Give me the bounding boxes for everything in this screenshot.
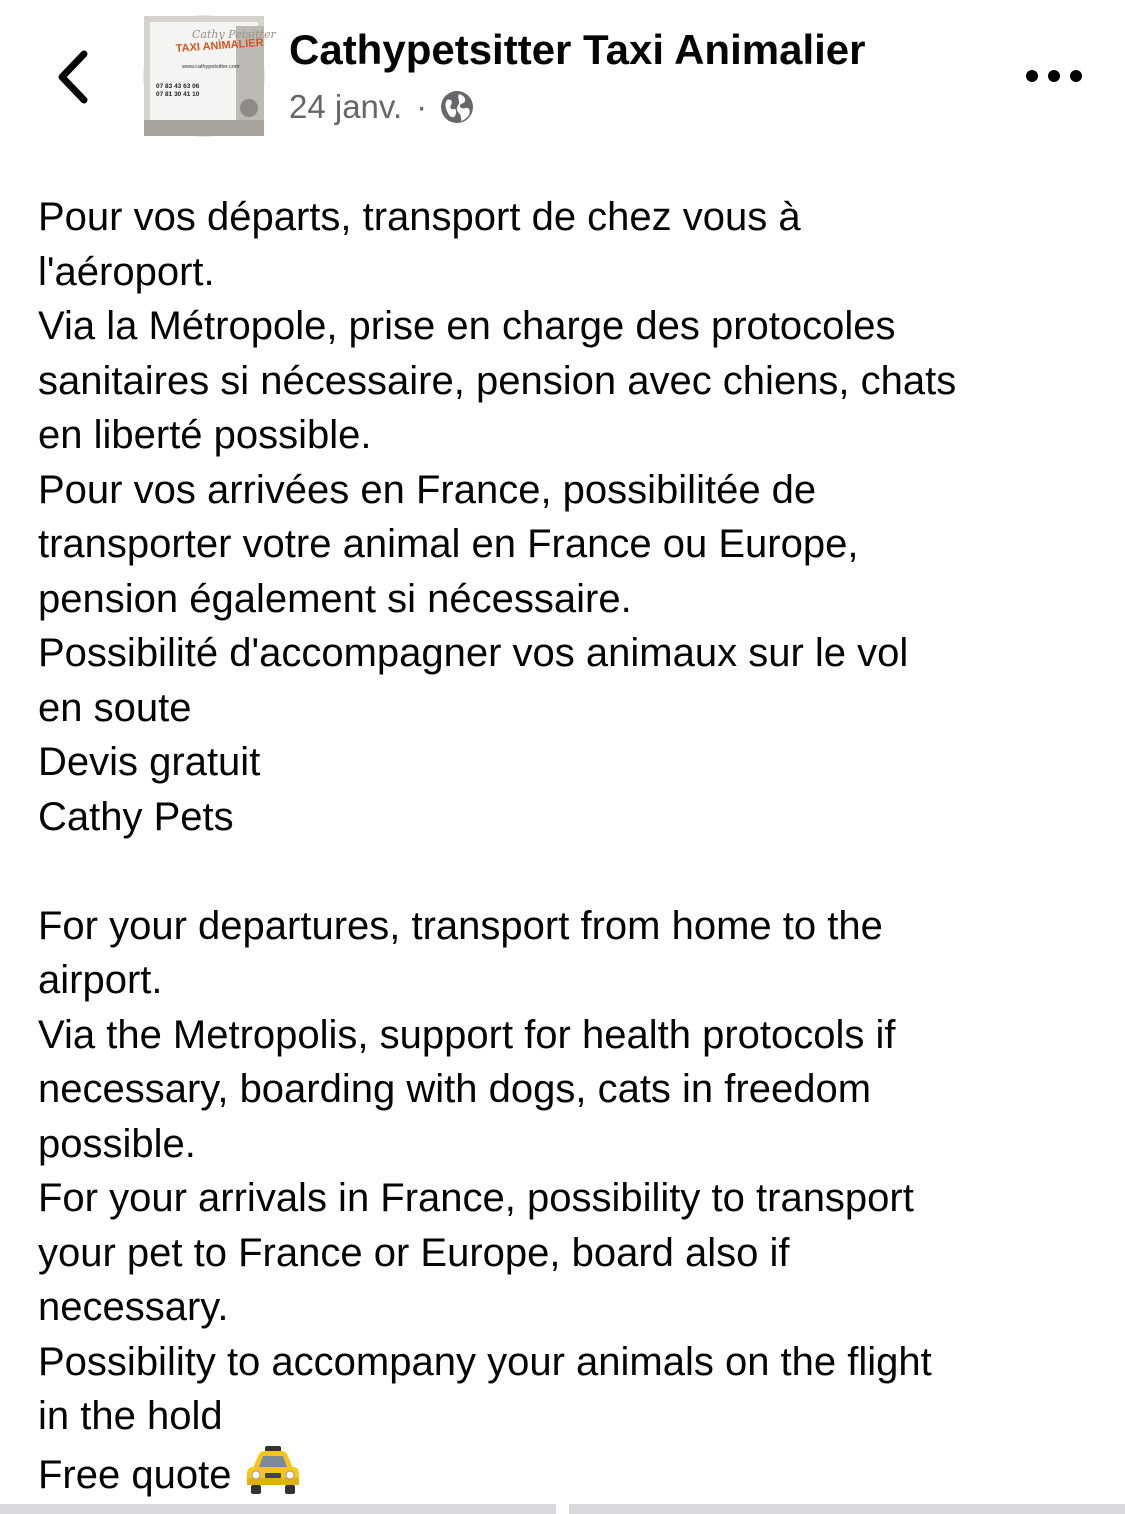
post-text-line xyxy=(38,354,1113,409)
post-text-line xyxy=(38,1226,1113,1281)
post-text-line xyxy=(38,1117,1113,1172)
post-text-line xyxy=(38,245,1113,300)
post-text: For your departures, transport from home to the xyxy=(38,903,883,948)
post-text-line xyxy=(38,1335,1113,1390)
post-text: transporter votre animal en France ou Europe, xyxy=(38,522,859,566)
post-text: Possibility to accompany your animals on the flight xyxy=(38,1339,932,1384)
post-text: Via the Metropolis, support for health protocols if xyxy=(38,1012,896,1057)
post-text: Free quote xyxy=(38,1452,232,1497)
post-text: pension également si nécessaire. xyxy=(38,576,632,621)
post-meta xyxy=(289,88,475,126)
post-text: possible. xyxy=(38,1121,196,1166)
post-text-line xyxy=(38,572,1113,627)
post-text: Via la Métropole, prise en charge des protocoles xyxy=(38,304,896,348)
post-body xyxy=(38,190,1113,1502)
post-text-line xyxy=(38,953,1113,1008)
attachment-right-edge[interactable] xyxy=(569,1504,1125,1514)
post-text-line xyxy=(38,1062,1113,1117)
post-text: en soute xyxy=(38,685,192,730)
avatar-phone-2-text: 07 81 30 41 10 xyxy=(156,91,200,98)
post-text: sanitaires si nécessaire, pension avec chiens, chats xyxy=(38,358,957,403)
chevron-left-icon[interactable] xyxy=(48,42,98,112)
post-text-line xyxy=(38,463,1113,518)
post-text-line xyxy=(38,190,1113,245)
post-text: necessary, boarding with dogs, cats in freedom xyxy=(38,1067,872,1111)
avatar-phone-1-text: 07 83 43 63 06 xyxy=(156,83,200,90)
page-name[interactable]: Cathypetsitter Taxi Animalier xyxy=(289,26,866,73)
paragraph-gap xyxy=(38,844,1113,899)
post-text: en liberté possible. xyxy=(38,413,372,457)
post-header xyxy=(0,0,1125,150)
post-text-line xyxy=(38,681,1113,736)
post-text: Possibilité d'accompagner vos animaux sur le vol xyxy=(38,631,909,675)
post-text-line xyxy=(38,1389,1113,1444)
more-options-icon[interactable] xyxy=(1024,64,1084,88)
avatar-brand-text: Cathy Petsitter xyxy=(192,28,276,41)
post-text-line xyxy=(38,626,1113,681)
post-text: airport. xyxy=(38,958,163,1002)
attachment-preview-edges xyxy=(0,1504,1125,1514)
post-text-line xyxy=(38,1171,1113,1226)
attachment-left-edge[interactable] xyxy=(0,1504,556,1514)
post-text: in the hold xyxy=(38,1394,223,1438)
post-text: Cathy Pets xyxy=(38,794,234,839)
post-date[interactable]: 24 janv. xyxy=(289,88,403,125)
post-text-line xyxy=(38,517,1113,572)
post-text-line xyxy=(38,299,1113,354)
post-text: For your arrivals in France, possibility to transport xyxy=(38,1176,914,1220)
avatar-image xyxy=(144,16,276,136)
post-text: Pour vos arrivées en France, possibilitée de xyxy=(38,467,817,512)
post-text: l'aéroport. xyxy=(38,249,215,294)
post-text-line xyxy=(38,1280,1113,1335)
post-text: Pour vos départs, transport de chez vous à xyxy=(38,195,801,239)
avatar[interactable] xyxy=(144,16,276,136)
post-text-line xyxy=(38,1444,1113,1503)
post-text-line xyxy=(38,735,1113,790)
post-text: Devis gratuit xyxy=(38,740,261,784)
post-text-line xyxy=(38,899,1113,954)
avatar-service-text: TAXI ANIMALIER xyxy=(175,36,264,55)
post-text: necessary. xyxy=(38,1285,229,1329)
meta-separator: · xyxy=(416,88,428,125)
post-text: your pet to France or Europe, board also if xyxy=(38,1230,790,1275)
avatar-website-text: www.cathypetsitter.com xyxy=(182,64,240,70)
post-text-line xyxy=(38,790,1113,845)
post-text-line xyxy=(38,1008,1113,1063)
post-text-line xyxy=(38,408,1113,463)
taxi-icon xyxy=(243,1444,303,1498)
globe-icon[interactable] xyxy=(439,89,475,125)
